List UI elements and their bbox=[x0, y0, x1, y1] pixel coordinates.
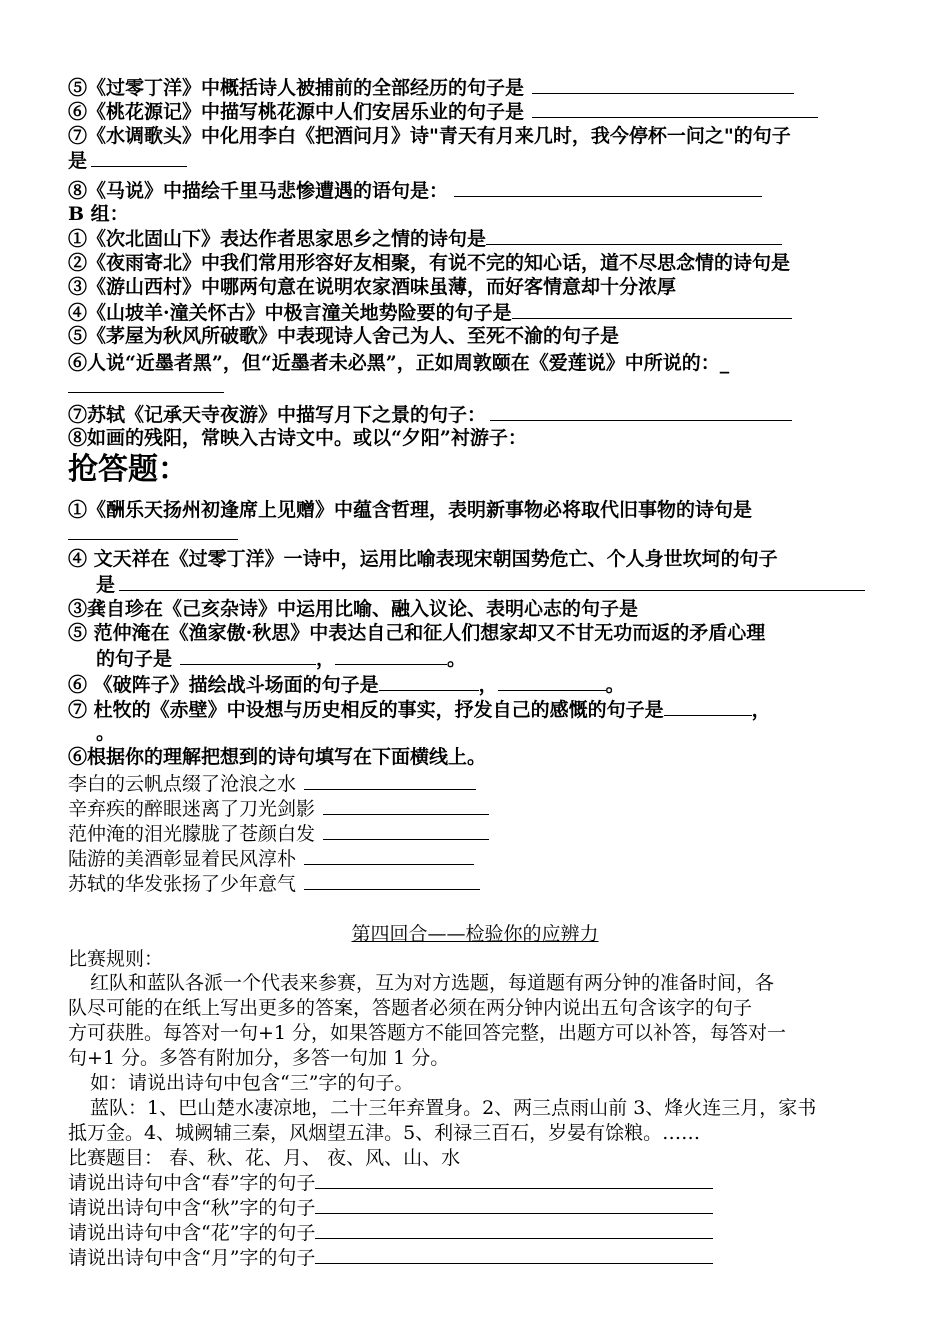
answer-blank[interactable] bbox=[315, 1245, 713, 1264]
ask-spring: 请说出诗句中含“春”字的句子 bbox=[68, 1170, 713, 1195]
rules-line-3: 方可获胜。每答对一句+1 分，如果答题方不能回答完整，出题方可以补答，每答对一 bbox=[68, 1022, 787, 1044]
answer-blank[interactable] bbox=[664, 697, 752, 716]
rush-q8: ⑥根据你的理解把想到的诗句填写在下面横线上。 bbox=[68, 746, 487, 768]
rush-q4-cont: 是 bbox=[68, 572, 865, 597]
question-a6: ⑥《桃花源记》中描写桃花源中人们安居乐业的句子是 bbox=[68, 99, 818, 124]
question-b3: ③《游山西村》中哪两句意在说明农家酒味虽薄，而好客情意却十分浓厚 bbox=[68, 276, 677, 298]
answer-blank[interactable] bbox=[512, 300, 792, 319]
ask-autumn: 请说出诗句中含“秋”字的句子 bbox=[68, 1195, 713, 1220]
rules-line-4: 句+1 分。多答有附加分，多答一句加 1 分。 bbox=[68, 1047, 450, 1069]
rush-q7-period: 。 bbox=[96, 722, 116, 744]
fill-line-1: 李白的云帆点缀了沧浪之水 bbox=[68, 771, 476, 796]
answer-blank-rush-q1[interactable] bbox=[68, 521, 238, 546]
rules-label: 比赛规则： bbox=[68, 948, 164, 970]
rush-q3: ③龚自珍在《己亥杂诗》中运用比喻、融入议论、表明心志的句子是 bbox=[68, 598, 639, 620]
question-b1: ①《次北固山下》表达作者思家思乡之情的诗句是 bbox=[68, 226, 782, 251]
answer-blank[interactable] bbox=[304, 871, 480, 890]
answer-blank[interactable] bbox=[379, 672, 479, 691]
answer-blank[interactable] bbox=[323, 796, 489, 815]
rush-q5-cont: 的句子是 ， 。 bbox=[96, 648, 467, 670]
answer-blank[interactable] bbox=[180, 646, 316, 665]
topics-line: 比赛题目： 春、秋、花、月、 夜、风、山、水 bbox=[68, 1147, 461, 1169]
rush-q1: ①《酬乐天扬州初逢席上见赠》中蕴含哲理，表明新事物必将取代旧事物的诗句是 bbox=[68, 499, 753, 521]
rules-line-1: 红队和蓝队各派一个代表来参赛，互为对方选题，每道题有两分钟的准备时间，各 bbox=[90, 972, 775, 994]
rush-heading: 抢答题： bbox=[68, 452, 188, 487]
answer-blank[interactable] bbox=[335, 646, 447, 665]
ask-moon: 请说出诗句中含“月”字的句子 bbox=[68, 1245, 713, 1270]
question-a5: ⑤《过零丁洋》中概括诗人被捕前的全部经历的句子是 bbox=[68, 75, 794, 100]
example-line: 如：请说出诗句中包含“三”字的句子。 bbox=[90, 1072, 414, 1094]
group-b-label: B 组： bbox=[68, 203, 129, 225]
rush-q7: ⑦ 杜牧的《赤壁》中设想与历史相反的事实，抒发自己的感慨的句子是 ， bbox=[68, 699, 771, 721]
answer-blank[interactable] bbox=[119, 572, 865, 591]
answer-blank[interactable] bbox=[323, 821, 489, 840]
fill-line-2: 辛弃疾的醉眼迷离了刀光剑影 bbox=[68, 796, 489, 821]
rules-line-2: 队尽可能的在纸上写出更多的答案，答题者必须在两分钟内说出五句含该字的句子 bbox=[68, 997, 753, 1019]
question-b8: ⑧如画的残阳，常映入古诗文中。或以“夕阳”衬游子： bbox=[68, 427, 527, 449]
answer-blank[interactable] bbox=[315, 1220, 713, 1239]
question-b7: ⑦苏轼《记承天寺夜游》中描写月下之景的句子： bbox=[68, 402, 792, 427]
rush-q6: ⑥ 《破阵子》描绘战斗场面的句子是 ， 。 bbox=[68, 674, 625, 696]
question-b5: ⑤《茅屋为秋风所破歌》中表现诗人舍己为人、至死不渝的句子是 bbox=[68, 325, 620, 347]
question-b2: ②《夜雨寄北》中我们常用形容好友相聚，有说不完的知心话，道不尽思念情的诗句是 bbox=[68, 252, 791, 274]
fill-line-4: 陆游的美酒彰显着民风淳朴 bbox=[68, 846, 474, 871]
ask-flower: 请说出诗句中含“花”字的句子 bbox=[68, 1220, 713, 1245]
answer-blank[interactable] bbox=[315, 1170, 713, 1189]
answer-blank-b6[interactable] bbox=[68, 374, 224, 399]
blue-team-line-2: 抵万金。4、城阙辅三秦，风烟望五津。5、利禄三百石，岁晏有馀粮。…… bbox=[68, 1122, 701, 1144]
question-a7-cont: 是 bbox=[68, 148, 187, 173]
answer-blank[interactable] bbox=[498, 672, 606, 691]
round4-title: 第四回合——检验你的应辨力 bbox=[351, 923, 599, 945]
question-b4: ④《山坡羊·潼关怀古》中极言潼关地势险要的句子是 bbox=[68, 300, 792, 325]
answer-blank[interactable] bbox=[315, 1195, 713, 1214]
answer-blank[interactable] bbox=[304, 846, 474, 865]
answer-blank[interactable] bbox=[304, 771, 476, 790]
answer-blank[interactable] bbox=[532, 99, 818, 118]
fill-line-5: 苏轼的华发张扬了少年意气 bbox=[68, 871, 480, 896]
question-a8: ⑧《马说》中描绘千里马悲惨遭遇的语句是： bbox=[68, 178, 762, 203]
answer-blank[interactable] bbox=[532, 75, 794, 94]
rush-q5: ⑤ 范仲淹在《渔家傲·秋思》中表达自己和征人们想家却又不甘无功而返的矛盾心理 bbox=[68, 622, 766, 644]
answer-blank[interactable] bbox=[454, 178, 762, 197]
question-a7: ⑦《水调歌头》中化用李白《把酒问月》诗"青天有月来几时，我今停杯一问之"的句子 bbox=[68, 125, 791, 147]
answer-blank[interactable] bbox=[91, 148, 187, 167]
question-b6: ⑥人说“近墨者黑”，但“近墨者未必黑”，正如周敦颐在《爱莲说》中所说的：_ bbox=[68, 352, 730, 374]
answer-blank[interactable] bbox=[486, 226, 782, 245]
answer-blank[interactable] bbox=[490, 402, 792, 421]
fill-line-3: 范仲淹的泪光朦胧了苍颜白发 bbox=[68, 821, 489, 846]
rush-q4: ④ 文天祥在《过零丁洋》一诗中，运用比喻表现宋朝国势危亡、个人身世坎坷的句子 bbox=[68, 548, 778, 570]
blue-team-line-1: 蓝队：1、巴山楚水凄凉地，二十三年弃置身。2、两三点雨山前 3、烽火连三月，家书 bbox=[90, 1097, 817, 1119]
